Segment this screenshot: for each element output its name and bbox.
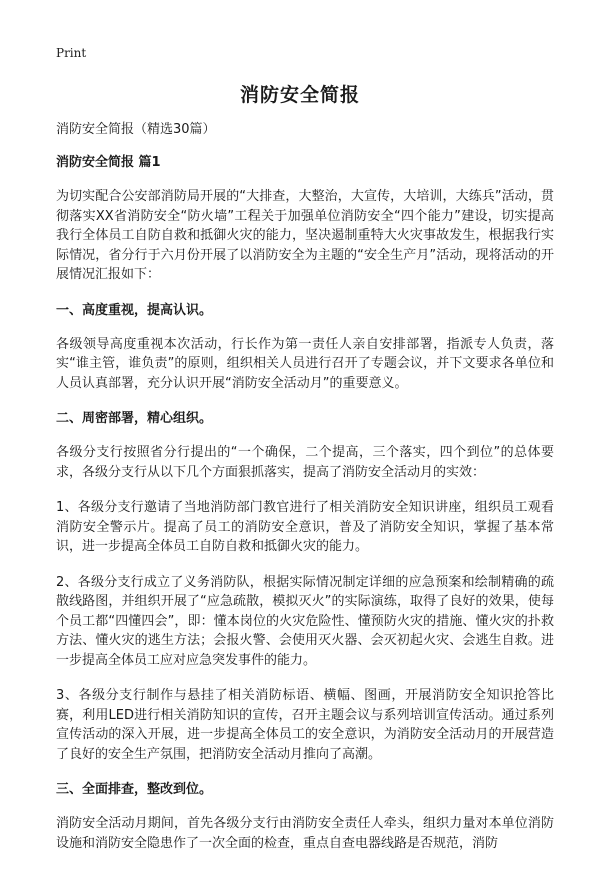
section-3-heading: 三、全面排查，整改到位。 [56, 782, 213, 797]
intro-paragraph: 为切实配合公安部消防局开展的“大排查，大整治，大宣传，大培训，大练兵”活动，贯彻落实XX省消防安全“防火墙”工程关于加强单位消防安全“四个能力”建设，切实提高我行全体员工自防自救和抵御火灾的能力，坚决遏制重特大火灾事故发生，根据我行实际情况，省分行于六月份开展了以消防安全为主题的“安全生产月”活动，现将活动的开展情况汇报如下： [56, 189, 554, 282]
section-2-paragraph-2: 2、各级分支行成立了义务消防队，根据实际情况制定详细的应急预案和绘制精确的疏散线路图，并组织开展了“应急疏散，模拟灭火”的实际演练，取得了良好的效果，使每个员工都“四懂四会”，即：懂本岗位的火灾危险性、懂预防火灾的措施、懂火灾的扑救方法、懂火灾的逃生方法；会报火警、会使用灭火器、会灭初起火灾、会逃生自救。进一步提高全体员工应对应急突发事件的能力。 [56, 574, 554, 668]
article-heading: 消防安全简报 篇1 [56, 155, 161, 170]
section-2-paragraph-1: 1、各级分支行邀请了当地消防部门教官进行了相关消防安全知识讲座，组织员工观看消防安全警示片。提高了员工的消防安全意识，普及了消防安全知识，掌握了基本常识，进一步提高全体员工自防自救和抵御火灾的能力。 [56, 500, 554, 554]
section-1-paragraph: 各级领导高度重视本次活动，行长作为第一责任人亲自安排部署，指派专人负责，落实“谁主管，谁负责”的原则，组织相关人员进行召开了专题会议，并下文要求各单位和人员认真部署，充分认识开展“消防安全活动月”的重要意义。 [56, 336, 554, 391]
document-body [56, 118, 554, 869]
document-title: 消防安全简报 [239, 84, 360, 106]
section-1-heading: 一、高度重视，提高认识。 [56, 302, 213, 318]
document-subtitle: 消防安全简报（精选30篇） [56, 122, 216, 137]
section-2-paragraph-3: 3、各级分支行制作与悬挂了相关消防标语、横幅、图画，开展消防安全知识抢答比赛，利用LED进行相关消防知识的宣传，召开主题会议与系列培训宣传活动。通过系列宣传活动的深入开展，进一步提高全体员工的安全意识，为消防安全活动月的开展营造了良好的安全生产氛围，把消防安全活动月推向了高潮。 [56, 688, 554, 762]
section-2-heading: 二、周密部署，精心组织。 [56, 411, 213, 426]
section-3-paragraph: 消防安全活动月期间，首先各级分支行由消防安全责任人牵头，组织力量对本单位消防设施和消防安全隐患作了一次全面的检查，重点自查电器线路是否规范，消防 [56, 816, 554, 851]
section-2-paragraph-intro: 各级分支行按照省分行提出的“一个确保，二个提高，三个落实，四个到位”的总体要求，各级分支行从以下几个方面狠抓落实，提高了消防安全活动月的实效： [56, 445, 554, 480]
print-label: Print [56, 46, 87, 60]
